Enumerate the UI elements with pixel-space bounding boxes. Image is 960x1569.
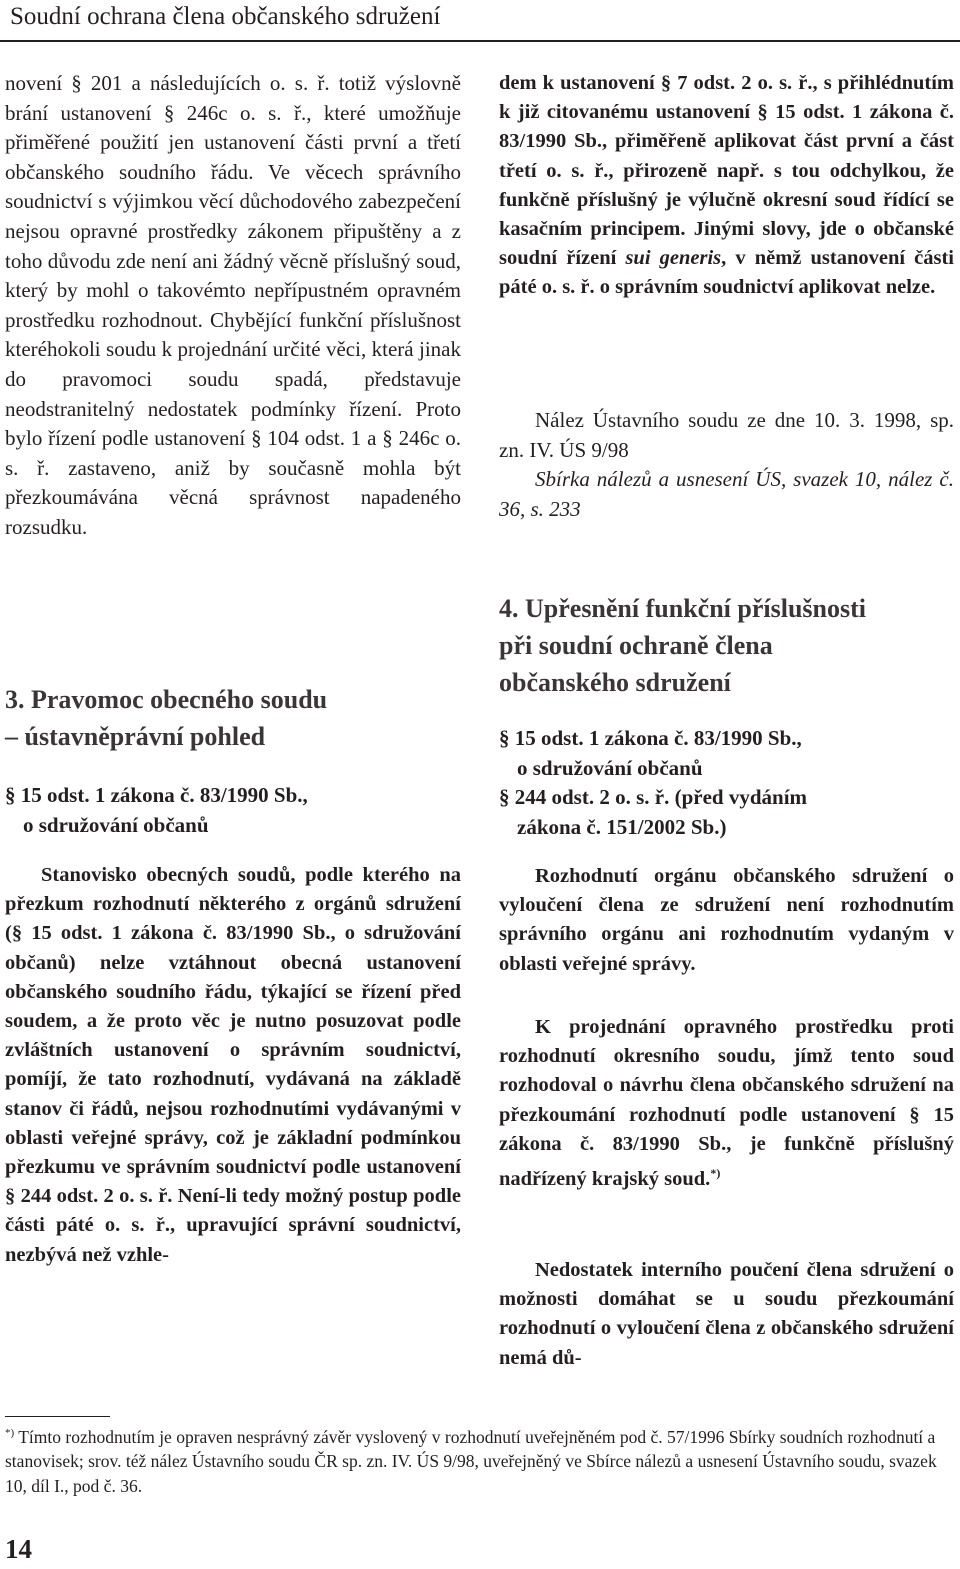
section-4-heading-line-3: občanského sdružení: [499, 668, 731, 697]
law-reference-line-3: § 244 odst. 2 o. s. ř. (před vydáním: [499, 785, 808, 809]
section-3-law-reference: [5, 781, 461, 840]
right-paragraph-3: [499, 1013, 954, 1194]
law-reference-line-2: o sdružování občanů: [517, 755, 703, 780]
right-paragraph-1-text-b: , v němž ustanovení části páté o. s. ř. o správním soudnictví aplikovat nelze.: [499, 247, 955, 299]
section-4-law-reference: [499, 724, 954, 842]
law-reference-line-2: o sdružování občanů: [23, 812, 209, 837]
section-3-heading-line-2: – ústavněprávní pohled: [5, 722, 266, 751]
right-paragraph-1-text-a: dem k ustanovení § 7 odst. 2 o. s. ř., s přihlédnutím k již citovanému ustanovení § 15 odst. 1 zákona č. 83/1990 Sb., přiměřeně aplikovat část první a část třetí o. s. ř., přirozeně např. s tou odchylkou, že funkčně příslušný je výlučně okresní soud řídící se kasačním principem. Jinými slovy, jde o občanské soudní řízení: [499, 72, 954, 270]
court-citation: Nález Ústavního soudu ze dne 10. 3. 1998, sp. zn. IV. ÚS 9/98: [499, 408, 954, 462]
section-4-heading-line-2: při soudní ochraně člena: [499, 631, 773, 660]
right-paragraph-4: Nedostatek interního poučení člena sdružení o možnosti domáhat se u soudu přezkoumání rozhodnutí o vyloučení člena z občanského sdružení nemá dů-: [499, 1259, 954, 1369]
section-3-heading: [5, 681, 461, 755]
page-number: 14: [5, 1534, 32, 1564]
left-paragraph-1: novení § 201 a následujících o. s. ř. totiž výslovně brání ustanovení § 246c o. s. ř., které umožňuje přiměřené použití jen ustanovení části první a třetí občanského soudního řádu. Ve věcech správního soudnictví s výjimkou věcí důchodového zabezpečení nejsou opravné prostředky zákonem připuštěny a z toho důvodu zde není ani žádný věcně příslušný soud, který by mohl o takovémto nepřípustném opravném prostředku rozhodnout. Chybějící funkční příslušnost kteréhokoli soudu k projednání určité věci, která jinak do pravomoci soudu spadá, představuje neodstranitelný nedostatek podmínky řízení. Proto bylo řízení podle ustanovení § 104 odst. 1 a § 246c o. s. ř. zastaveno, aniž by současně mohla být přezkoumávána věcná správnost napadeného rozsudku.: [5, 71, 461, 539]
right-paragraph-3-text: K projednání opravného prostředku proti rozhodnutí okresního soudu, jímž tento soud rozhodoval o návrhu člena občanského sdružení na přezkoumání rozhodnutí podle ustanovení § 15 zákona č. 83/1990 Sb., je funkčně příslušný nadřízený krajský soud.: [499, 1016, 954, 1190]
right-paragraph-2: Rozhodnutí orgánu občanského sdružení o vyloučení člena ze sdružení není rozhodnutím správního orgánu ani rozhodnutím vydaným v oblasti veřejné správy.: [499, 865, 954, 975]
right-paragraph-1: [499, 69, 954, 303]
section-4-heading-line-1: 4. Upřesnění funkční příslušnosti: [499, 594, 866, 623]
section-4-heading: [499, 590, 954, 701]
law-reference-line-1: § 15 odst. 1 zákona č. 83/1990 Sb.,: [5, 783, 308, 807]
footnote: [5, 1421, 955, 1498]
right-paragraph-1-italic: sui generis: [625, 247, 722, 270]
law-reference-line-4: zákona č. 151/2002 Sb.): [517, 814, 727, 839]
header-rule: [0, 40, 960, 42]
footnote-rule: [5, 1416, 110, 1417]
section-3-heading-line-1: 3. Pravomoc obecného soudu: [5, 685, 328, 714]
left-paragraph-2: Stanovisko obecných soudů, podle kterého na přezkum rozhodnutí některého z orgánů sdružení (§ 15 odst. 1 zákona č. 83/1990 Sb., o sdružování občanů) nelze vztáhnout obecná ustanovení občanského soudního řádu, týkající se řízení před soudem, a že proto věc je nutno posuzovat podle zvláštních ustanovení o správním soudnictví, pomíjí, že tato rozhodnutí, vydávaná na základě stanov či řádů, nejsou rozhodnutími vydávanými v oblasti veřejné správy, což je základní podmínkou přezkumu ve správním soudnictví podle ustanovení § 244 odst. 2 o. s. ř. Není-li tedy možný postup podle části páté o. s. ř., upravující správní soudnictví, nezbývá než vzhle-: [5, 864, 461, 1266]
law-reference-line-1: § 15 odst. 1 zákona č. 83/1990 Sb.,: [499, 726, 802, 750]
footnote-mark: *): [5, 1427, 15, 1439]
footnote-reference: *): [710, 1166, 721, 1181]
collection-citation: Sbírka nálezů a usnesení ÚS, svazek 10, nález č. 36, s. 233: [499, 467, 954, 521]
footnote-text: Tímto rozhodnutím je opraven nesprávný závěr vyslovený v rozhodnutí uveřejněném pod č. 57/1996 Sbírky soudních rozhodnutí a stanovisek; srov. též nález Ústavního soudu ČR sp. zn. IV. ÚS 9/98, uveřejněný ve Sbírce nálezů a usnesení Ústavního soudu, svazek 10, díl I., pod č. 36.: [5, 1426, 937, 1496]
running-header: Soudní ochrana člena občanského sdružení: [10, 3, 441, 30]
